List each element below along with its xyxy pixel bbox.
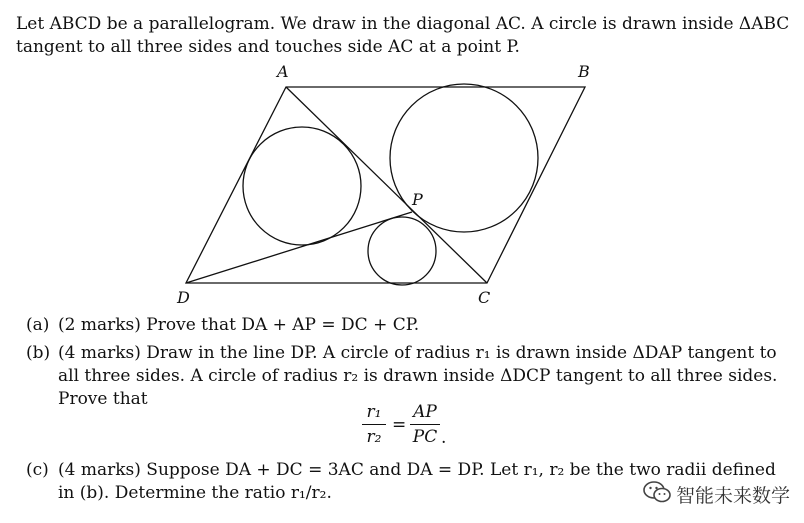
part-b-line-2: all three sides. A circle of radius r₂ is drawn inside ΔDCP tangent to all three sides. — [58, 366, 778, 386]
eq-lhs-numerator: r₁ — [366, 402, 382, 422]
wechat-icon — [642, 480, 672, 509]
intro-line-1: Let ABCD be a parallelogram. We draw in the diagonal AC. A circle is drawn inside ΔABC — [16, 14, 790, 34]
watermark-text: 智能未来数学 — [675, 485, 790, 507]
intro-line-2: tangent to all three sides and touches side AC at a point P. — [16, 37, 520, 57]
eq-rhs-denominator: PC — [412, 427, 438, 447]
incircle-dcp — [368, 217, 436, 285]
label-d: D — [177, 288, 190, 307]
part-b-line-3: Prove that — [58, 389, 148, 409]
segment-dp — [186, 212, 412, 283]
part-a-tag: (a) — [26, 315, 50, 335]
eq-equals: = — [392, 415, 407, 435]
label-c: C — [478, 288, 491, 307]
label-a: A — [277, 62, 289, 81]
eq-rhs-fraction — [410, 402, 440, 447]
incircle-dap — [243, 127, 361, 245]
part-c-line-2: in (b). Determine the ratio r₁/r₂. — [58, 483, 332, 503]
part-c-line-1: (4 marks) Suppose DA + DC = 3AC and DA = DP. Let r₁, r₂ be the two radii defined — [58, 460, 776, 480]
part-c-tag: (c) — [26, 460, 49, 480]
eq-rhs-numerator: AP — [413, 402, 437, 422]
part-a-text: (2 marks) Prove that DA + AP = DC + CP. — [58, 315, 420, 335]
watermark — [642, 480, 790, 509]
eq-lhs-fraction — [362, 402, 386, 447]
label-b: B — [578, 62, 590, 81]
eq-period: . — [441, 428, 447, 448]
label-p: P — [412, 190, 423, 209]
eq-lhs-bar — [362, 424, 386, 425]
eq-lhs-denominator: r₂ — [366, 427, 382, 447]
diagonal-ac — [286, 87, 487, 283]
part-b-tag: (b) — [26, 343, 51, 363]
part-b-line-1: (4 marks) Draw in the line DP. A circle of radius r₁ is drawn inside ΔDAP tangent to — [58, 343, 777, 363]
eq-rhs-bar — [410, 424, 440, 425]
